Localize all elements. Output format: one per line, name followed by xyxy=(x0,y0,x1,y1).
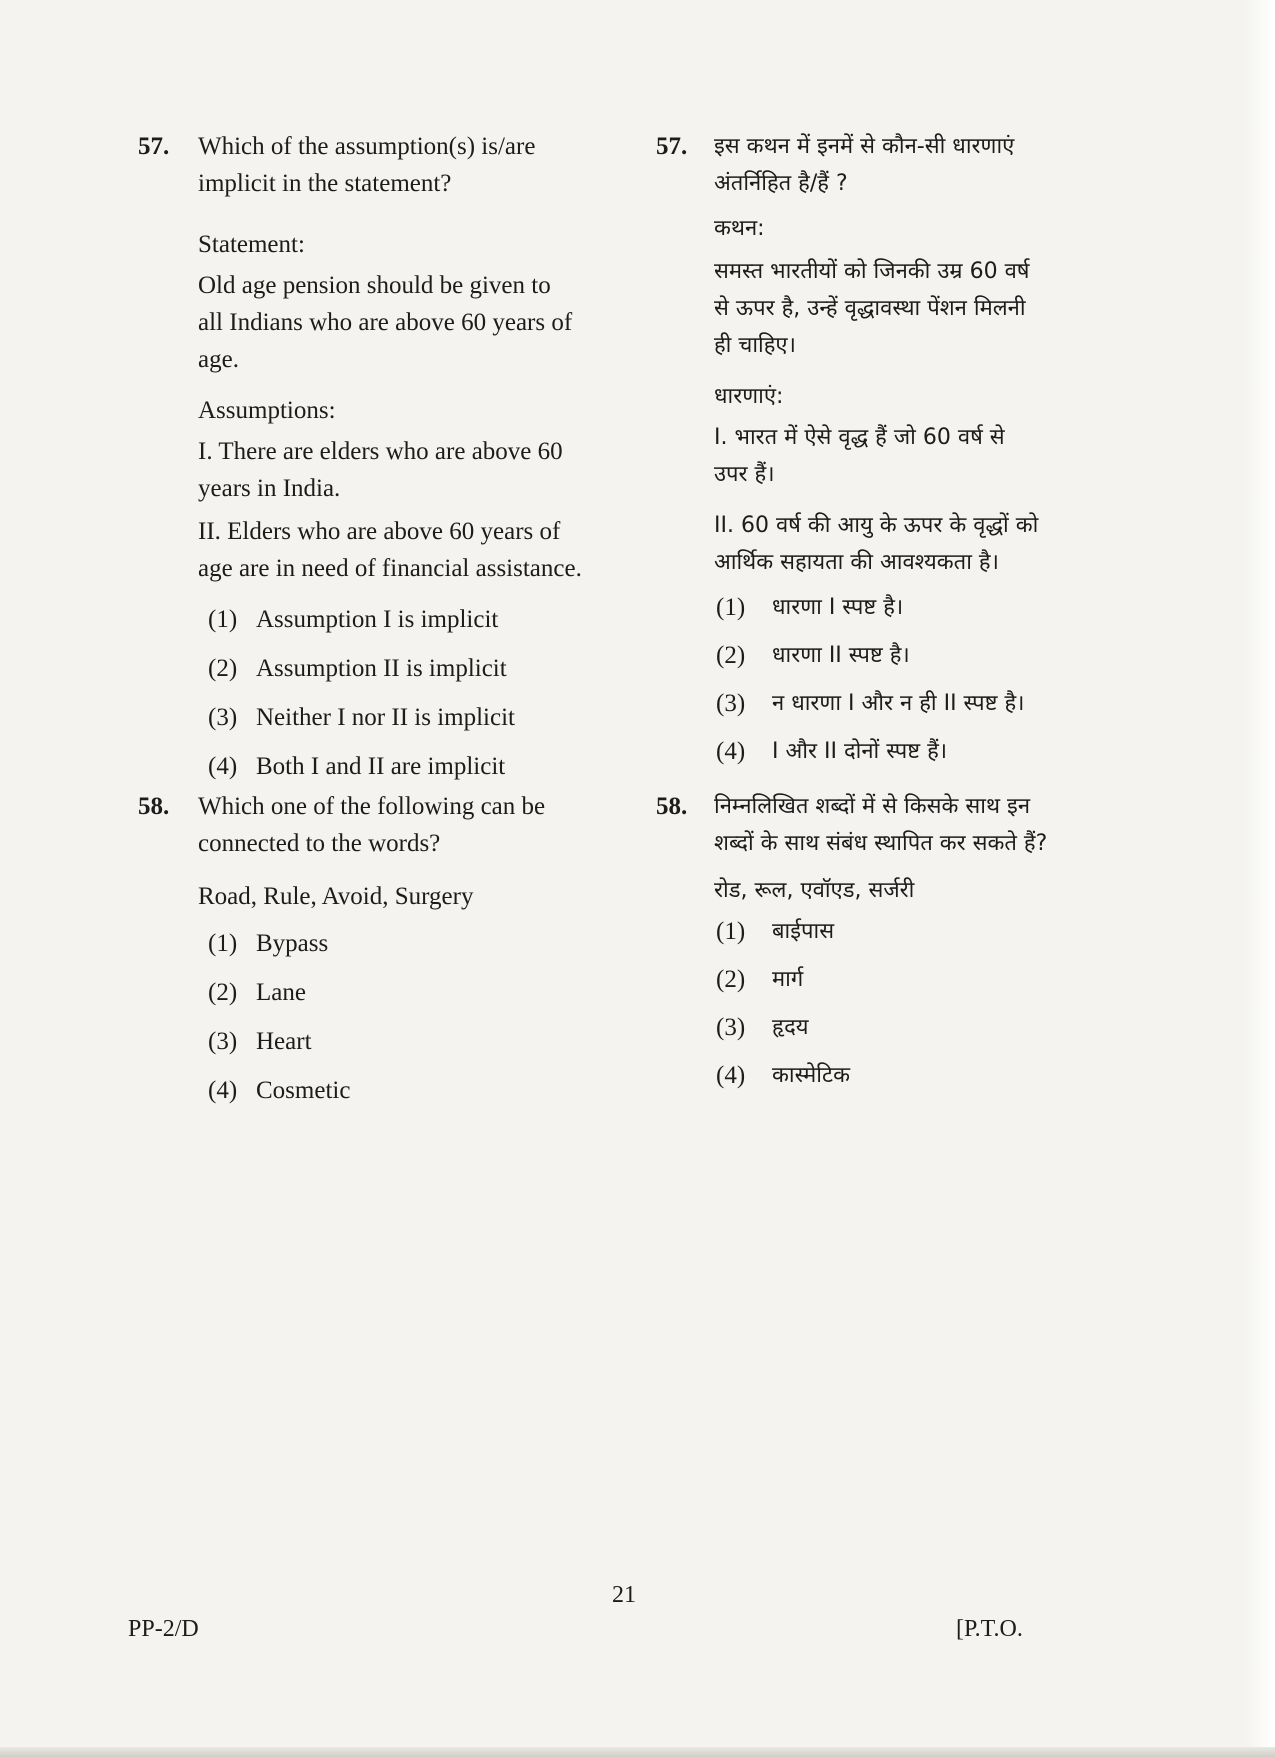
options-list xyxy=(716,589,1156,781)
options-list xyxy=(716,913,1156,1105)
question-57-hindi xyxy=(656,128,1156,781)
option-2: (2) Assumption II is implicit xyxy=(208,655,507,682)
option-1: (1) धारणा I स्पष्ट है। xyxy=(716,594,904,621)
option-4: (4) Both I and II are implicit xyxy=(208,753,506,780)
assumption-2: II. Elders who are above 60 years of age are in need of financial assistance. xyxy=(198,518,582,582)
option-4: (4) I और II दोनों स्पष्ट हैं। xyxy=(716,738,948,765)
option-3: (3) न धारणा I और न ही II स्पष्ट है। xyxy=(716,690,1025,717)
option-2: (2) धारणा II स्पष्ट है। xyxy=(716,642,910,669)
option-2: (2) Lane xyxy=(208,979,306,1006)
options-list xyxy=(208,925,648,1121)
question-58-english xyxy=(138,788,648,1121)
assumption-2: II. 60 वर्ष की आयु के ऊपर के वृद्धों को आर्थिक सहायता की आवश्यकता है। xyxy=(714,513,1039,575)
question-text: इस कथन में इनमें से कौन-सी धारणाएं अंतर्निहित है/हैं ? xyxy=(714,134,1015,196)
paper-code: PP-2/D xyxy=(128,1616,199,1642)
option-3: (3) Heart xyxy=(208,1028,312,1055)
question-57-english xyxy=(138,128,648,797)
statement-text: Old age pension should be given to all Indians who are above 60 years of age. xyxy=(198,272,573,373)
assumption-1: I. भारत में ऐसे वृद्ध हैं जो 60 वर्ष से उपर हैं। xyxy=(714,425,1005,487)
options-list xyxy=(208,601,648,797)
word-list: Road, Rule, Avoid, Surgery xyxy=(198,883,474,910)
option-1: (1) बाईपास xyxy=(716,918,835,945)
assumption-1: I. There are elders who are above 60 years in India. xyxy=(198,438,563,502)
page-edge-shadow xyxy=(1245,0,1275,1757)
question-number: 58. xyxy=(656,793,688,820)
question-text: Which of the assumption(s) is/are implicit in the statement? xyxy=(198,133,536,197)
pto-note: [P.T.O. xyxy=(956,1616,1023,1642)
page-number: 21 xyxy=(612,1582,636,1608)
option-3: (3) Neither I nor II is implicit xyxy=(208,704,515,731)
option-3: (3) हृदय xyxy=(716,1014,809,1041)
option-1: (1) Bypass xyxy=(208,930,329,957)
statement-text: समस्त भारतीयों को जिनकी उम्र 60 वर्ष से ऊपर है, उन्हें वृद्धावस्था पेंशन मिलनी ही चाहिए। xyxy=(714,259,1030,358)
statement-label: Statement: xyxy=(198,231,305,258)
option-4: (4) कास्मेटिक xyxy=(716,1062,850,1089)
assumptions-label: Assumptions: xyxy=(198,397,336,424)
question-text: निम्नलिखित शब्दों में से किसके साथ इन शब्दों के साथ संबंध स्थापित कर सकते हैं? xyxy=(714,794,1048,856)
question-58-hindi xyxy=(656,788,1156,1105)
question-text: Which one of the following can be connected to the words? xyxy=(198,793,546,857)
page-bottom-edge xyxy=(0,1747,1275,1757)
option-2: (2) मार्ग xyxy=(716,966,804,993)
assumptions-label: धारणाएं: xyxy=(714,384,784,409)
question-number: 57. xyxy=(138,133,170,160)
statement-label: कथन: xyxy=(714,216,765,241)
question-number: 57. xyxy=(656,133,688,160)
option-1: (1) Assumption I is implicit xyxy=(208,606,499,633)
question-number: 58. xyxy=(138,793,170,820)
word-list: रोड, रूल, एवॉएड, सर्जरी xyxy=(714,878,915,903)
option-4: (4) Cosmetic xyxy=(208,1077,351,1104)
